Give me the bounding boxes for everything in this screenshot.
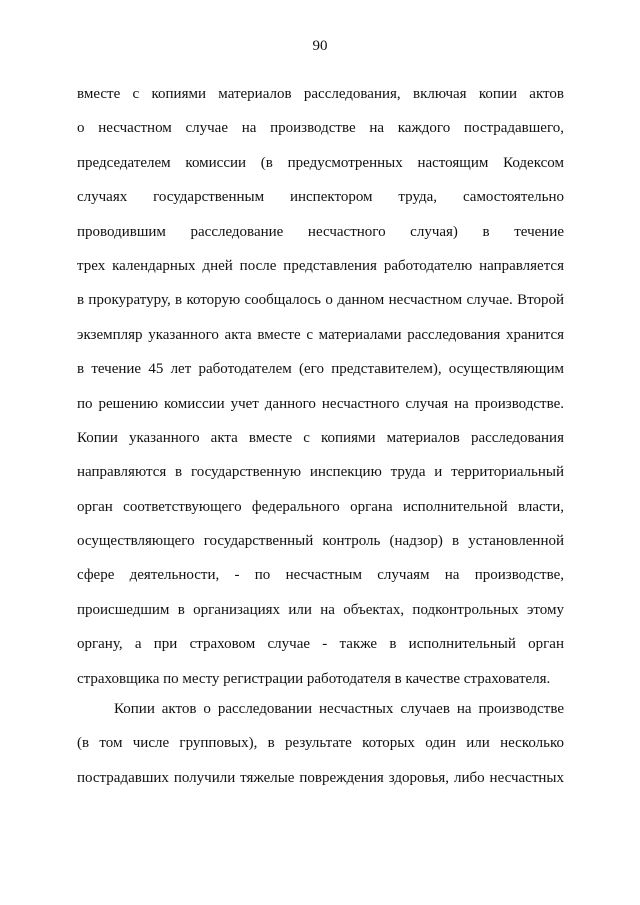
text-line: вместе с копиями материалов расследования, включая копии актов bbox=[77, 86, 564, 102]
text-line: Копии указанного акта вместе с копиями материалов расследования bbox=[77, 429, 564, 446]
text-line: орган соответствующего федерального органа исполнительной власти, bbox=[77, 498, 564, 515]
text-line: экземпляр указанного акта вместе с материалами расследования хранится bbox=[77, 326, 564, 343]
text-line: трех календарных дней после представления работодателю направляется bbox=[77, 257, 564, 274]
text-line: направляются в государственную инспекцию труда и территориальный bbox=[77, 464, 564, 481]
text-line: (в том числе групповых), в результате которых один или несколько bbox=[77, 735, 564, 752]
text-line: органу, а при страховом случае - также в исполнительный орган bbox=[77, 636, 564, 653]
text-line: осуществляющего государственный контроль (надзор) в установленной bbox=[77, 533, 564, 550]
text-line: председателем комиссии (в предусмотренных настоящим Кодексом bbox=[77, 154, 564, 171]
text-line: сфере деятельности, - по несчастным случаям на производстве, bbox=[77, 567, 564, 584]
text-line: случаях государственным инспектором труда, самостоятельно bbox=[77, 189, 564, 206]
text-line: по решению комиссии учет данного несчастного случая на производстве. bbox=[77, 395, 564, 412]
paragraph-2 bbox=[77, 692, 564, 795]
text-line: о несчастном случае на производстве на каждого пострадавшего, bbox=[77, 120, 564, 137]
page-number: 90 bbox=[312, 38, 328, 54]
text-line: в прокуратуру, в которую сообщалось о данном несчастном случае. Второй bbox=[77, 292, 564, 309]
paragraph-1 bbox=[77, 77, 564, 696]
text-line: проводившим расследование несчастного случая) в течение bbox=[77, 223, 564, 240]
text-line: Копии актов о расследовании несчастных случаев на производстве bbox=[114, 701, 564, 717]
text-line: в течение 45 лет работодателем (его представителем), осуществляющим bbox=[77, 361, 564, 378]
text-line: пострадавших получили тяжелые повреждения здоровья, либо несчастных bbox=[77, 769, 564, 786]
text-line: страховщика по месту регистрации работодателя в качестве страхователя. bbox=[77, 670, 551, 687]
text-line: происшедшим в организациях или на объектах, подконтрольных этому bbox=[77, 601, 564, 618]
